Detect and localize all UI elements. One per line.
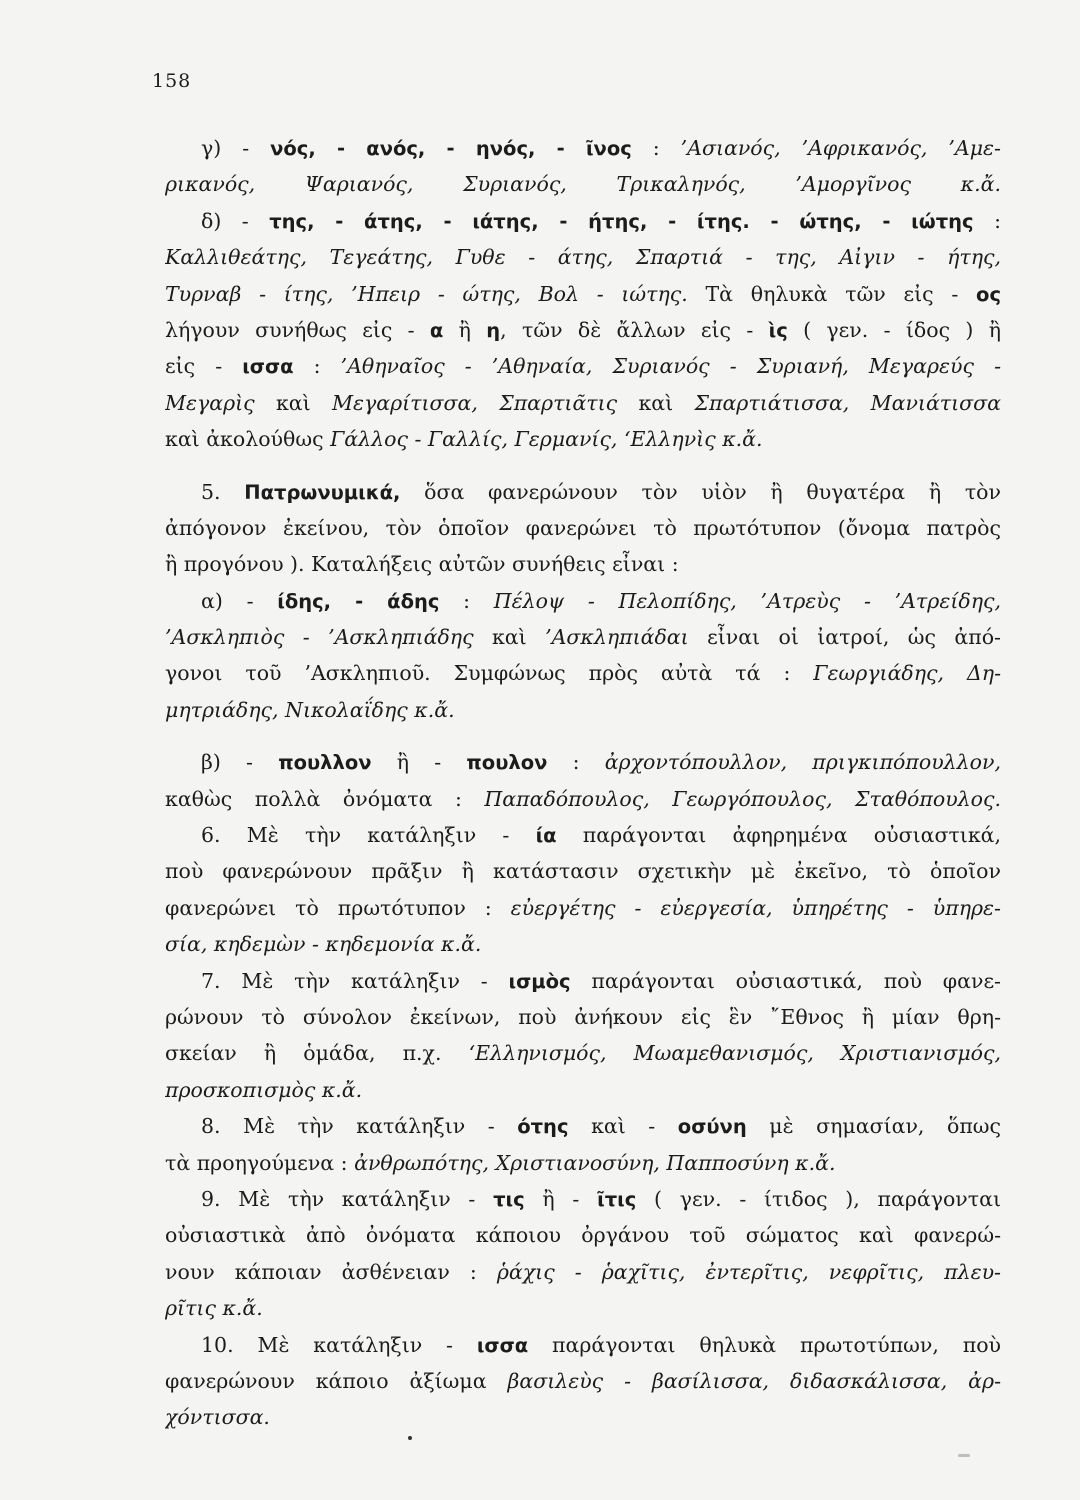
italic-example: ’Ασκληπιάδαι bbox=[545, 625, 689, 650]
paragraph-gap bbox=[165, 728, 1001, 744]
text-run: καὶ bbox=[617, 390, 695, 415]
text-run: καὶ ἀκολούθως bbox=[165, 427, 331, 452]
text-line bbox=[165, 474, 1001, 510]
text-line bbox=[165, 510, 1001, 546]
italic-example: βασιλεὺς - βασίλισσα, διδασκάλισσα, ἀρ- bbox=[507, 1368, 1001, 1393]
text-line bbox=[165, 1181, 1001, 1217]
text-line bbox=[165, 1035, 1001, 1071]
text-line bbox=[165, 817, 1001, 853]
text-line bbox=[165, 385, 1001, 421]
text-run: α) - bbox=[201, 588, 278, 613]
text-line bbox=[165, 546, 1001, 582]
text-line bbox=[165, 1399, 1001, 1435]
bold-suffix: ισσα bbox=[476, 1333, 529, 1357]
text-run: οὐσιαστικὰ ἀπὸ ὀνόματα κάποιου ὀργάνου τοῦ σώματος καὶ φανερώ- bbox=[165, 1223, 1001, 1248]
bold-suffix: ὶς bbox=[768, 318, 788, 342]
italic-example: εὐεργέτης - εὐεργεσία, ὑπηρέτης - ὑπηρε- bbox=[510, 895, 1001, 920]
text-run: παράγονται θηλυκὰ πρωτοτύπων, ποὺ bbox=[528, 1332, 1001, 1357]
italic-example: Καλλιθεάτης, Τεγεάτης, Γυθε - άτης, Σπαρτιά - της, Αἰγιν - ήτης, bbox=[165, 245, 1001, 270]
text-run: 9. Μὲ τὴν κατάληξιν - bbox=[201, 1186, 494, 1211]
text-run: 7. Μὲ τὴν κατάληξιν - bbox=[201, 968, 509, 993]
text-run: καθὼς πολλὰ ὀνόματα : bbox=[165, 786, 485, 811]
text-line bbox=[165, 1145, 1001, 1181]
text-run: φανερώνει τὸ πρωτότυπον : bbox=[165, 895, 511, 920]
text-line bbox=[165, 276, 1001, 312]
text-run: ρώνουν τὸ σύνολον ἐκείνων, ποὺ ἀνήκουν εἰς ἓν ῎Εθνος ἢ μίαν θρη- bbox=[165, 1004, 1001, 1029]
bold-suffix: νός, - ανός, - ηνός, - ῖνος bbox=[270, 137, 632, 160]
bold-suffix: α bbox=[429, 318, 444, 342]
italic-example: ῥάχις - ῥαχῖτις, ἐντερῖτις, νεφρῖτις, πλευ- bbox=[496, 1259, 1001, 1284]
italic-example: Σπαρτιάτισσα, Μανιάτισσα bbox=[694, 390, 1001, 415]
italic-example: Μεγαρίτισσα, Σπαρτιᾶτις bbox=[332, 390, 618, 415]
text-run: : bbox=[293, 354, 341, 379]
text-run: σκείαν ἢ ὁμάδα, π.χ. bbox=[165, 1041, 469, 1066]
text-run: ποὺ φανερώνουν πρᾶξιν ἢ κατάστασιν σχετικὴν μὲ ἐκεῖνο, τὸ ὁποῖον bbox=[165, 859, 1001, 884]
text-run: δ) - bbox=[201, 208, 270, 233]
text-run: ἢ προγόνου ). Καταλήξεις αὐτῶν συνήθεις εἶναι : bbox=[165, 552, 679, 577]
bold-suffix: η bbox=[486, 318, 501, 342]
text-line bbox=[165, 203, 1001, 239]
text-run: : bbox=[439, 588, 494, 613]
bold-suffix: ῖτις bbox=[597, 1187, 637, 1211]
italic-example: Τυρναβ - ίτης, ’Ηπειρ - ώτης, Βολ - ιώτης. bbox=[165, 281, 688, 306]
text-run: 10. Μὲ κατάληξιν - bbox=[201, 1332, 477, 1357]
text-run: ἢ - bbox=[524, 1186, 598, 1211]
text-line bbox=[165, 239, 1001, 275]
italic-example: ρικανός, Ψαριανός, Συριανός, Τρικαληνός, ’Αμοργῖνος κ.ἄ. bbox=[165, 172, 1001, 197]
text-line bbox=[165, 1072, 1001, 1108]
text-line bbox=[165, 926, 1001, 962]
text-run: : bbox=[631, 136, 681, 160]
text-line bbox=[165, 421, 1001, 457]
italic-example: ’Ασιανός, ’Αφρικανός, ’Αμε- bbox=[680, 136, 1001, 160]
text-run: 8. Μὲ τὴν κατάληξιν - bbox=[201, 1114, 518, 1139]
text-run: λήγουν συνήθως εἰς - bbox=[165, 317, 430, 342]
text-run: : bbox=[547, 750, 605, 775]
italic-example: σία, κηδεμὼν - κηδεμονία κ.ἄ. bbox=[165, 932, 482, 957]
text-run: καὶ - bbox=[568, 1114, 678, 1139]
bold-suffix: ότης bbox=[517, 1115, 569, 1139]
text-line bbox=[165, 853, 1001, 889]
italic-example: ἀρχοντόπουλλον, πριγκιπόπουλλον, bbox=[604, 750, 1001, 775]
text-run: ὅσα φανερώνουν τὸν υἱὸν ἢ θυγατέρα ἢ τὸν bbox=[400, 479, 1001, 504]
bold-suffix: τις bbox=[493, 1187, 525, 1211]
text-run: παράγονται ἀφηρημένα οὐσιαστικά, bbox=[556, 823, 1001, 848]
text-line bbox=[165, 1363, 1001, 1399]
paragraph-gap bbox=[165, 458, 1001, 474]
italic-example: προσκοπισμὸς κ.ἄ. bbox=[165, 1077, 363, 1102]
text-line bbox=[165, 781, 1001, 817]
bold-suffix: ισμὸς bbox=[508, 969, 571, 993]
bold-suffix: οσύνη bbox=[677, 1115, 747, 1139]
text-line bbox=[165, 130, 1001, 166]
text-run: καὶ bbox=[473, 625, 546, 650]
text-line bbox=[165, 744, 1001, 780]
italic-example: ‘Ελληνισμός, Μωαμεθανισμός, Χριστιανισμός, bbox=[468, 1041, 1001, 1066]
text-line bbox=[165, 999, 1001, 1035]
text-line bbox=[165, 692, 1001, 728]
text-line bbox=[165, 1254, 1001, 1290]
text-run: β) - bbox=[201, 750, 279, 775]
text-line bbox=[165, 166, 1001, 202]
italic-example: Πέλοψ - Πελοπίδης, ’Ατρεὺς - ’Ατρείδης, bbox=[493, 588, 1001, 613]
text-run: γονοι τοῦ ’Ασκληπιοῦ. Συμφώνως πρὸς αὐτὰ τά : bbox=[165, 661, 814, 686]
italic-example: Μεγαρὶς bbox=[165, 390, 255, 415]
bold-suffix: ία bbox=[535, 824, 557, 848]
italic-example: ’Αθηναῖος - ’Αθηναία, Συριανός - Συριανή, Μεγαρεύς - bbox=[340, 354, 1001, 379]
page-body-text bbox=[165, 130, 1001, 1436]
text-line bbox=[165, 1327, 1001, 1363]
text-run: ἢ - bbox=[371, 750, 467, 775]
italic-example: ρῖτις κ.ἄ. bbox=[165, 1296, 263, 1321]
bold-suffix: ίδης, - άδης bbox=[277, 589, 440, 613]
text-run: Τὰ θηλυκὰ τῶν εἰς - bbox=[687, 281, 977, 306]
text-line bbox=[165, 655, 1001, 691]
text-line bbox=[165, 1217, 1001, 1253]
text-line bbox=[165, 1108, 1001, 1144]
bold-suffix: πουλον bbox=[466, 751, 548, 775]
text-line bbox=[165, 963, 1001, 999]
text-run: εἶναι οἱ ἰατροί, ὡς ἀπό- bbox=[688, 625, 1001, 650]
text-run: ἀπόγονον ἐκείνου, τὸν ὁποῖον φανερώνει τὸ πρωτότυπον (ὄνομα πατρὸς bbox=[165, 515, 1001, 540]
italic-example: μητριάδης, Νικολαΐδης κ.ἄ. bbox=[165, 697, 455, 722]
text-run: ἢ bbox=[443, 317, 487, 342]
text-run: τὰ προηγούμενα : bbox=[165, 1150, 355, 1175]
text-run: , τῶν δὲ ἄλλων εἰς - bbox=[500, 317, 769, 342]
italic-example: Γάλλος - Γαλλίς, Γερμανίς, ‘Ελληνὶς κ.ἄ. bbox=[330, 427, 763, 452]
bold-suffix: της, - άτης, - ιάτης, - ήτης, - ίτης. - ώτης, - ιώτης bbox=[269, 209, 974, 233]
text-run: : bbox=[973, 208, 1001, 233]
bold-suffix: πουλλον bbox=[278, 751, 372, 775]
bold-suffix: ισσα bbox=[242, 355, 294, 379]
text-run: καὶ bbox=[254, 390, 332, 415]
text-line bbox=[165, 583, 1001, 619]
text-run: μὲ σημασίαν, ὅπως bbox=[746, 1114, 1001, 1139]
text-line bbox=[165, 890, 1001, 926]
text-run: 5. bbox=[201, 479, 245, 504]
italic-example: ἀνθρωπότης, Χριστιανοσύνη, Παπποσύνη κ.ἄ. bbox=[354, 1150, 836, 1175]
text-run: εἰς - bbox=[165, 354, 243, 379]
text-run: 6. Μὲ τὴν κατάληξιν - bbox=[201, 823, 536, 848]
text-run: ( γεν. - ίδος ) ἢ bbox=[787, 317, 1001, 342]
italic-example: ’Ασκληπιὸς - ’Ασκληπιάδης bbox=[165, 625, 474, 650]
text-run: ( γεν. - ίτιδος ), παράγονται bbox=[636, 1186, 1001, 1211]
text-line bbox=[165, 312, 1001, 348]
text-run: γ) - bbox=[201, 136, 271, 160]
margin-pencil-mark bbox=[958, 1454, 970, 1457]
text-line bbox=[165, 348, 1001, 384]
text-run: παράγονται οὐσιαστικά, ποὺ φανε- bbox=[570, 968, 1001, 993]
text-run: νουν κάποιαν ἀσθένειαν : bbox=[165, 1259, 497, 1284]
italic-example: χόντισσα. bbox=[165, 1405, 270, 1430]
bold-suffix: ος bbox=[976, 282, 1001, 306]
text-run: φανερώνουν κάποιο ἀξίωμα bbox=[165, 1368, 508, 1393]
page-number: 158 bbox=[152, 70, 192, 92]
text-line bbox=[165, 619, 1001, 655]
italic-example: Γεωργιάδης, Δη- bbox=[813, 661, 1001, 686]
bold-suffix: Πατρωνυμικά, bbox=[244, 480, 401, 504]
text-line bbox=[165, 1290, 1001, 1326]
stray-ink-dot bbox=[408, 1436, 412, 1440]
italic-example: Παπαδόπουλος, Γεωργόπουλος, Σταθόπουλος. bbox=[484, 786, 1001, 811]
